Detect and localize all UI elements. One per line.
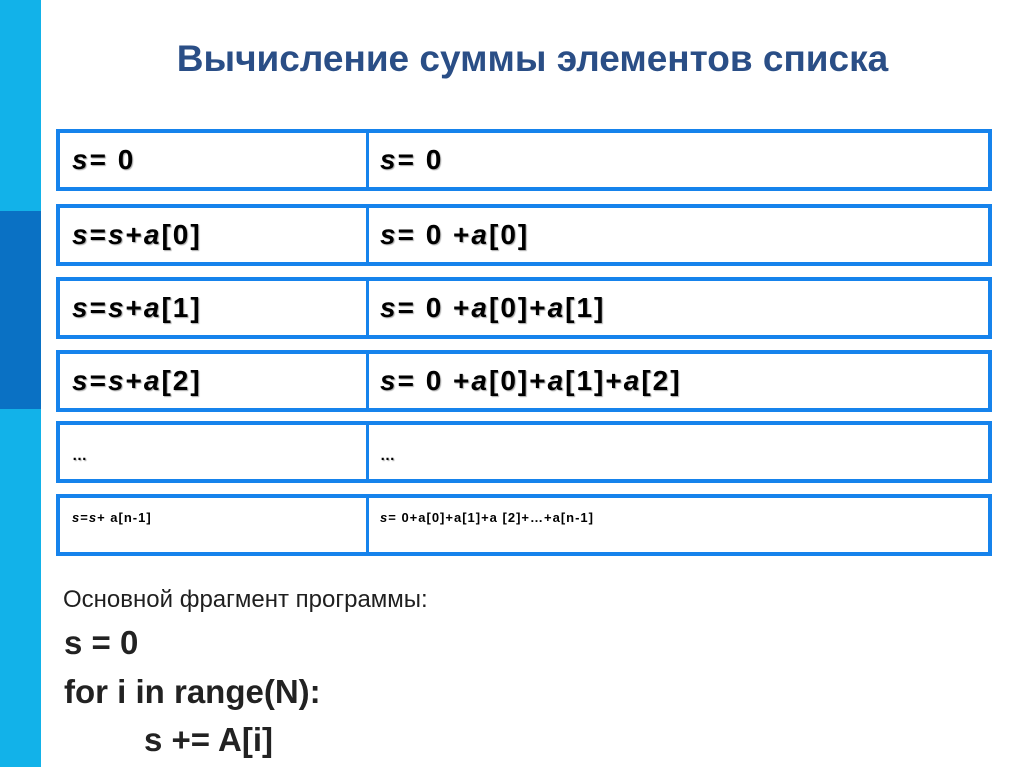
cell-fragment: a [471, 219, 489, 250]
cell-fragment: + a[n-1] [97, 510, 152, 525]
cell-fragment: + [125, 219, 144, 250]
code-line: s = 0 [64, 624, 139, 661]
column-divider [366, 208, 369, 262]
cell-fragment: + [125, 292, 144, 323]
cell-fragment: = [89, 365, 108, 396]
cell-fragment: s [107, 292, 126, 323]
cell-fragment: s [380, 510, 389, 525]
cell-fragment: [2] [161, 365, 202, 396]
page-title: Вычисление суммы элементов списка [176, 38, 889, 79]
cell-fragment: = 0 [397, 144, 444, 175]
cell-fragment: = [89, 219, 108, 250]
code-line: for i in range(N): [64, 673, 321, 710]
cell-fragment: = [89, 292, 108, 323]
table-cell-right [380, 425, 395, 479]
cell-fragment: [1] [565, 292, 606, 323]
cell-fragment: s [72, 219, 90, 250]
table-row [56, 421, 992, 483]
table-row [56, 350, 992, 412]
cell-fragment: a [623, 365, 642, 396]
cell-fragment: [0] [161, 219, 202, 250]
table-cell-left [72, 354, 202, 408]
table-cell-left [72, 133, 135, 187]
cell-fragment: a [471, 365, 489, 396]
program-caption: Основной фрагмент программы: [63, 586, 428, 613]
cell-fragment: [0]+ [489, 365, 548, 396]
cell-fragment: s [107, 219, 126, 250]
cell-fragment: [2] [641, 365, 682, 396]
cell-fragment: a [143, 365, 162, 396]
table-cell-left [72, 498, 152, 552]
cell-fragment: s [72, 292, 90, 323]
cell-fragment: s [72, 510, 81, 525]
cell-fragment: s [380, 365, 398, 396]
left-accent-bar-dark [0, 211, 41, 409]
cell-fragment: = [80, 510, 89, 525]
cell-fragment: = 0 + [397, 292, 472, 323]
table-cell-right [380, 133, 443, 187]
table-cell-left [72, 281, 202, 335]
cell-fragment: = 0 + [397, 219, 472, 250]
cell-fragment: a [547, 365, 566, 396]
table-row [56, 129, 992, 191]
table-cell-right [380, 354, 682, 408]
cell-fragment: a [143, 219, 162, 250]
cell-fragment: … [380, 447, 395, 464]
column-divider [366, 425, 369, 479]
cell-fragment: s [72, 144, 90, 175]
column-divider [366, 133, 369, 187]
cell-fragment: s [107, 365, 126, 396]
cell-fragment: [1] [161, 292, 202, 323]
code-line: s += A[i] [144, 721, 273, 758]
cell-fragment: s [380, 219, 398, 250]
table-cell-right [380, 498, 594, 552]
cell-fragment: a [547, 292, 566, 323]
cell-fragment: [1]+ [565, 365, 624, 396]
cell-fragment: [0]+ [489, 292, 548, 323]
table-cell-left [72, 208, 202, 262]
cell-fragment: s [72, 365, 90, 396]
table-cell-right [380, 281, 605, 335]
cell-fragment: a [471, 292, 489, 323]
table-cell-left [72, 425, 87, 479]
cell-fragment: = 0+a[0]+a[1]+a [2]+…+a[n-1] [388, 510, 594, 525]
cell-fragment: s [380, 144, 398, 175]
column-divider [366, 498, 369, 552]
cell-fragment: + [125, 365, 144, 396]
table-row [56, 204, 992, 266]
column-divider [366, 354, 369, 408]
table-row [56, 277, 992, 339]
cell-fragment: s [88, 510, 98, 525]
cell-fragment: [0] [489, 219, 530, 250]
table-cell-right [380, 208, 529, 262]
column-divider [366, 281, 369, 335]
cell-fragment: … [72, 447, 87, 464]
cell-fragment: s [380, 292, 398, 323]
cell-fragment: = 0 + [397, 365, 472, 396]
cell-fragment: = 0 [89, 144, 136, 175]
cell-fragment: a [143, 292, 162, 323]
table-row [56, 494, 992, 556]
